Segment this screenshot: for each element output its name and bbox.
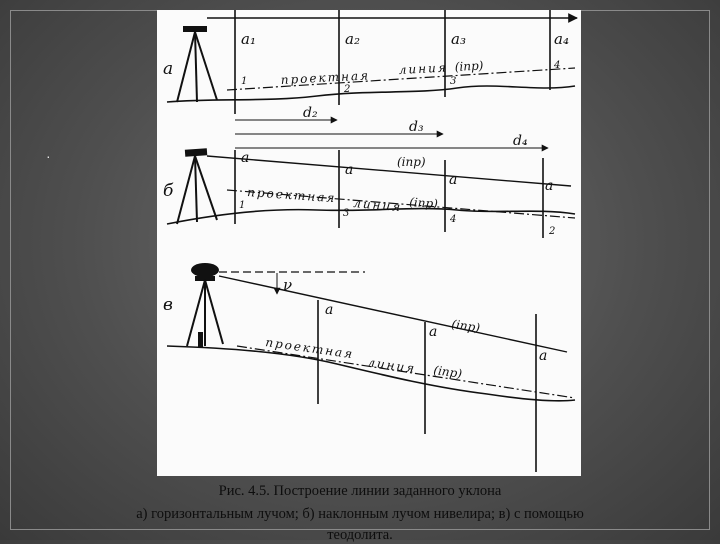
point-4: 4: [450, 214, 457, 225]
tripod-leg: [205, 280, 223, 344]
slope-label: (iпр): [397, 155, 426, 169]
slope-label2: (iпр): [408, 195, 439, 211]
design-line-text: проектная: [264, 335, 355, 362]
angle-nu: ν: [283, 276, 293, 294]
figure-caption-line3: теодолита.: [327, 527, 393, 543]
point-1: 1: [241, 76, 248, 87]
label-d4: d₄: [513, 133, 528, 149]
design-line-text2: линия: [352, 196, 403, 215]
label-a3: a₃: [451, 30, 466, 48]
figure-caption-title: Рис. 4.5. Построение линии заданного уклона: [218, 483, 502, 499]
tripod-leg: [195, 32, 217, 100]
slope-label: (iпр): [450, 317, 481, 335]
bullet-marker: ·: [46, 148, 51, 164]
label-d3: d₃: [409, 119, 424, 135]
point-3: 3: [450, 76, 457, 87]
tripod-leg: [177, 32, 195, 102]
label-a: a: [449, 172, 458, 188]
label-a1: a₁: [241, 30, 256, 48]
level-instrument: [183, 26, 207, 32]
label-a: a: [539, 348, 548, 364]
design-line-text: проектная: [246, 185, 337, 206]
point-2: 2: [549, 226, 556, 237]
tripod-leg: [195, 156, 197, 222]
slope-label2: (iпр): [432, 363, 463, 381]
level-instrument: [185, 148, 207, 157]
tripod-leg: [195, 32, 197, 102]
panel-v-letter: в: [163, 295, 173, 315]
panel-b: [163, 148, 575, 238]
point-4: 4: [554, 60, 561, 71]
label-a: a: [241, 150, 250, 166]
inclined-sight-line: [207, 156, 571, 186]
panel-a: [163, 10, 577, 149]
design-line-text: проектная: [280, 68, 371, 87]
theodolite-instrument: [191, 263, 219, 277]
point-3: 3: [343, 208, 350, 219]
plumb-bob: [198, 332, 203, 348]
figure-diagram: [157, 10, 581, 476]
panel-a-letter: а: [163, 59, 174, 79]
label-d2: d₂: [303, 105, 318, 121]
label-a2: a₂: [345, 30, 360, 48]
tripod-leg: [195, 156, 217, 220]
point-2: 2: [344, 84, 351, 95]
slope-label: (iпр): [454, 58, 484, 74]
label-a: a: [345, 162, 354, 178]
tripod-leg: [177, 156, 195, 224]
design-line-text2: линия: [398, 60, 449, 77]
figure-caption-line2: а) горизонтальным лучом; б) наклонным лучом нивелира; в) с помощью: [136, 506, 584, 522]
figure-image: [157, 10, 581, 476]
label-a4: a₄: [554, 30, 569, 48]
label-a: a: [325, 302, 334, 318]
ground-line: [167, 346, 575, 401]
label-a: a: [429, 324, 438, 340]
panel-v: [163, 263, 575, 472]
panel-b-letter: б: [163, 181, 174, 201]
point-1: 1: [239, 200, 246, 211]
ground-line: [167, 86, 575, 102]
design-line-text2: линия: [366, 355, 418, 376]
label-a: a: [545, 178, 554, 194]
